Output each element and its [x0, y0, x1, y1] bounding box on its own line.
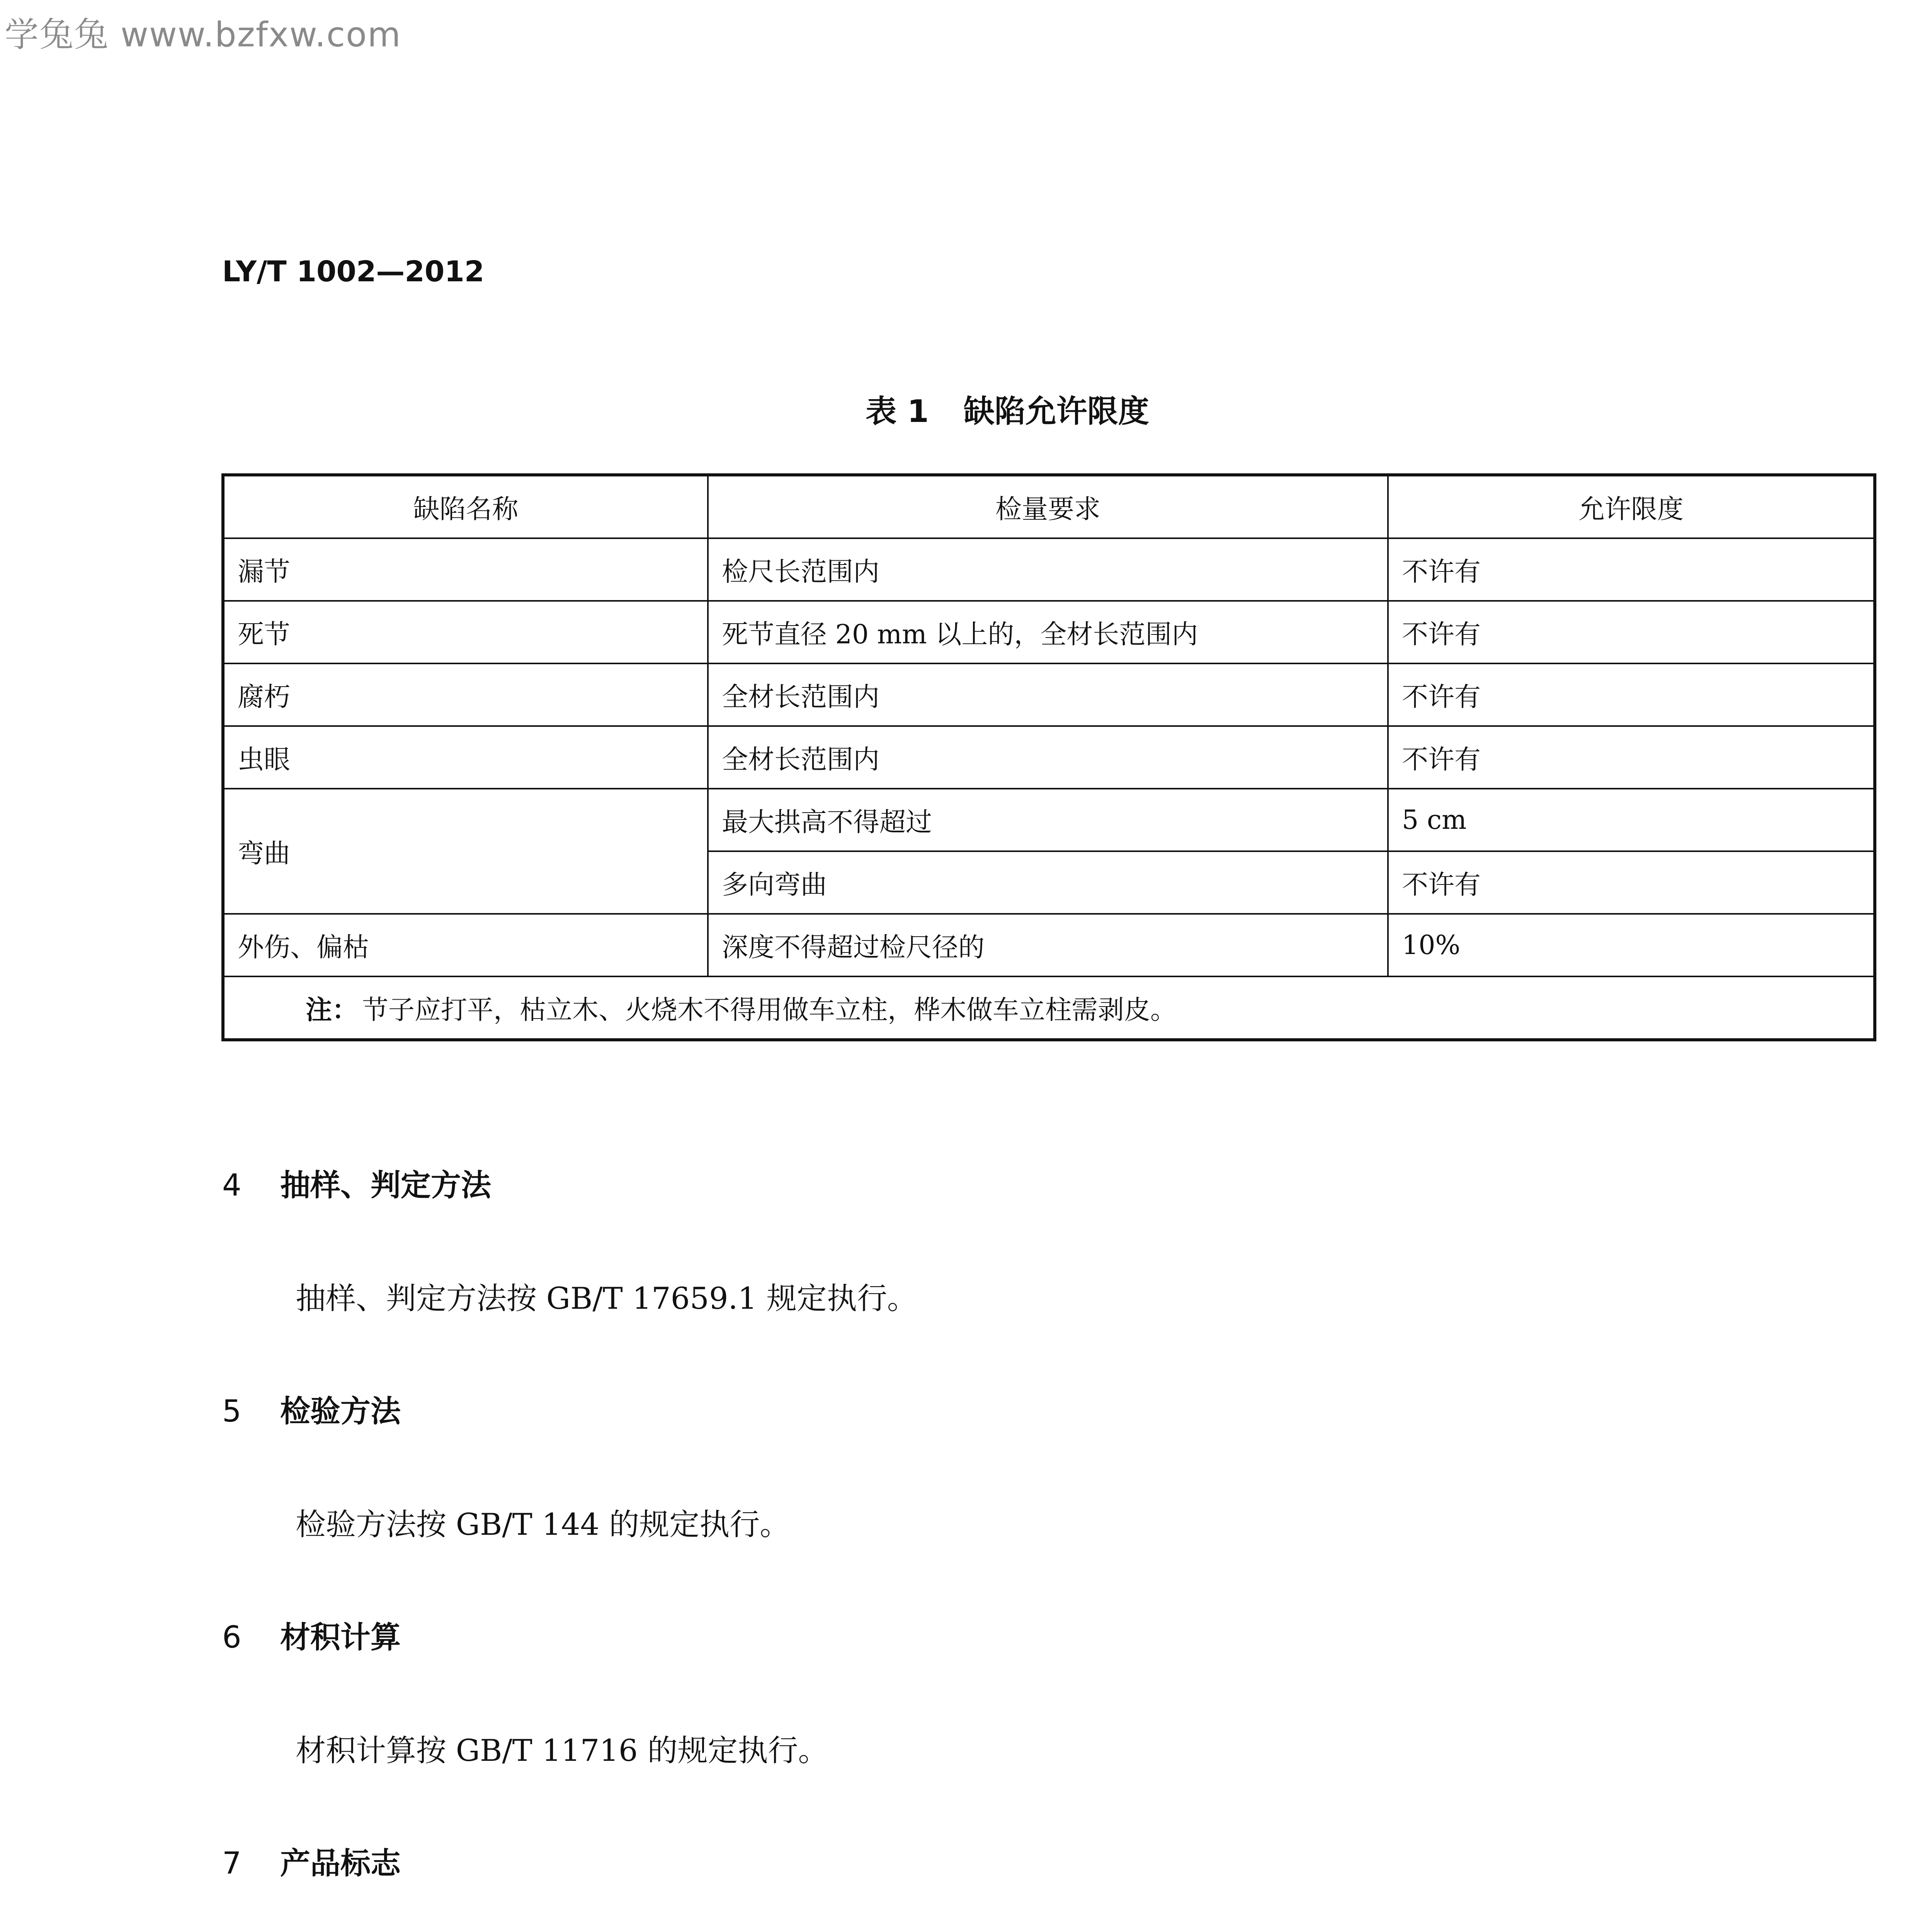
- defect-tolerance-table: [221, 473, 1876, 1041]
- cell-requirement: 全材长范围内: [708, 726, 1388, 789]
- section-number: 7: [222, 1846, 242, 1881]
- table-note: [223, 976, 1875, 1040]
- cell-requirement: 死节直径 20 mm 以上的，全材长范围内: [708, 601, 1388, 663]
- cell-limit: 不许有: [1388, 601, 1875, 663]
- section-heading-6: [222, 1613, 401, 1656]
- cell-limit: 不许有: [1388, 851, 1875, 914]
- table-header-row: [223, 475, 1875, 538]
- section-body-6: 材积计算按 GB/T 11716 的规定执行。: [296, 1733, 828, 1768]
- section-heading-4: [222, 1161, 491, 1204]
- table-row: [223, 726, 1875, 789]
- table-note-row: [223, 976, 1875, 1040]
- section-title: 产品标志: [280, 1846, 401, 1881]
- cell-limit: 不许有: [1388, 538, 1875, 601]
- column-header-defect-name: 缺陷名称: [223, 475, 708, 538]
- table-row: [223, 538, 1875, 601]
- cell-defect-name: 漏节: [223, 538, 708, 601]
- cell-defect-name: 虫眼: [223, 726, 708, 789]
- cell-defect-name: 死节: [223, 601, 708, 663]
- section-number: 4: [222, 1168, 242, 1203]
- cell-defect-name: 外伤、偏枯: [223, 914, 708, 976]
- table-caption: [0, 386, 1932, 431]
- cell-requirement: 检尺长范围内: [708, 538, 1388, 601]
- section-number: 6: [222, 1620, 242, 1655]
- section-heading-5: [222, 1387, 401, 1430]
- cell-defect-name: 弯曲: [223, 789, 708, 914]
- cell-limit: 不许有: [1388, 663, 1875, 726]
- section-heading-7: [222, 1839, 401, 1883]
- cell-requirement: 全材长范围内: [708, 663, 1388, 726]
- section-body-4: 抽样、判定方法按 GB/T 17659.1 规定执行。: [296, 1281, 917, 1316]
- column-header-limit: 允许限度: [1388, 475, 1875, 538]
- column-header-requirement: 检量要求: [708, 475, 1388, 538]
- section-title: 检验方法: [280, 1394, 401, 1429]
- section-body-5: 检验方法按 GB/T 144 的规定执行。: [296, 1507, 790, 1542]
- cell-limit: 5 cm: [1388, 789, 1875, 851]
- table-row: [223, 789, 1875, 851]
- cell-requirement: 深度不得超过检尺径的: [708, 914, 1388, 976]
- cell-defect-name: 腐朽: [223, 663, 708, 726]
- cell-requirement: 最大拱高不得超过: [708, 789, 1388, 851]
- cell-limit: 10%: [1388, 914, 1875, 976]
- cell-limit: 不许有: [1388, 726, 1875, 789]
- section-number: 5: [222, 1394, 242, 1429]
- cell-requirement: 多向弯曲: [708, 851, 1388, 914]
- section-title: 抽样、判定方法: [280, 1168, 492, 1203]
- standard-number: LY/T 1002—2012: [222, 255, 485, 288]
- table-row: [223, 914, 1875, 976]
- section-title: 材积计算: [280, 1620, 401, 1655]
- table-caption-title: 缺陷允许限度: [963, 393, 1149, 429]
- table-note-text: 节子应打平，枯立木、火烧木不得用做车立柱，桦木做车立柱需剥皮。: [362, 995, 1177, 1026]
- table-note-label: 注：: [306, 994, 359, 1026]
- table-row: [223, 601, 1875, 663]
- watermark: 学兔兔 www.bzfxw.com: [5, 15, 401, 54]
- table-row: [223, 663, 1875, 726]
- table-caption-number: 表 1: [866, 393, 929, 429]
